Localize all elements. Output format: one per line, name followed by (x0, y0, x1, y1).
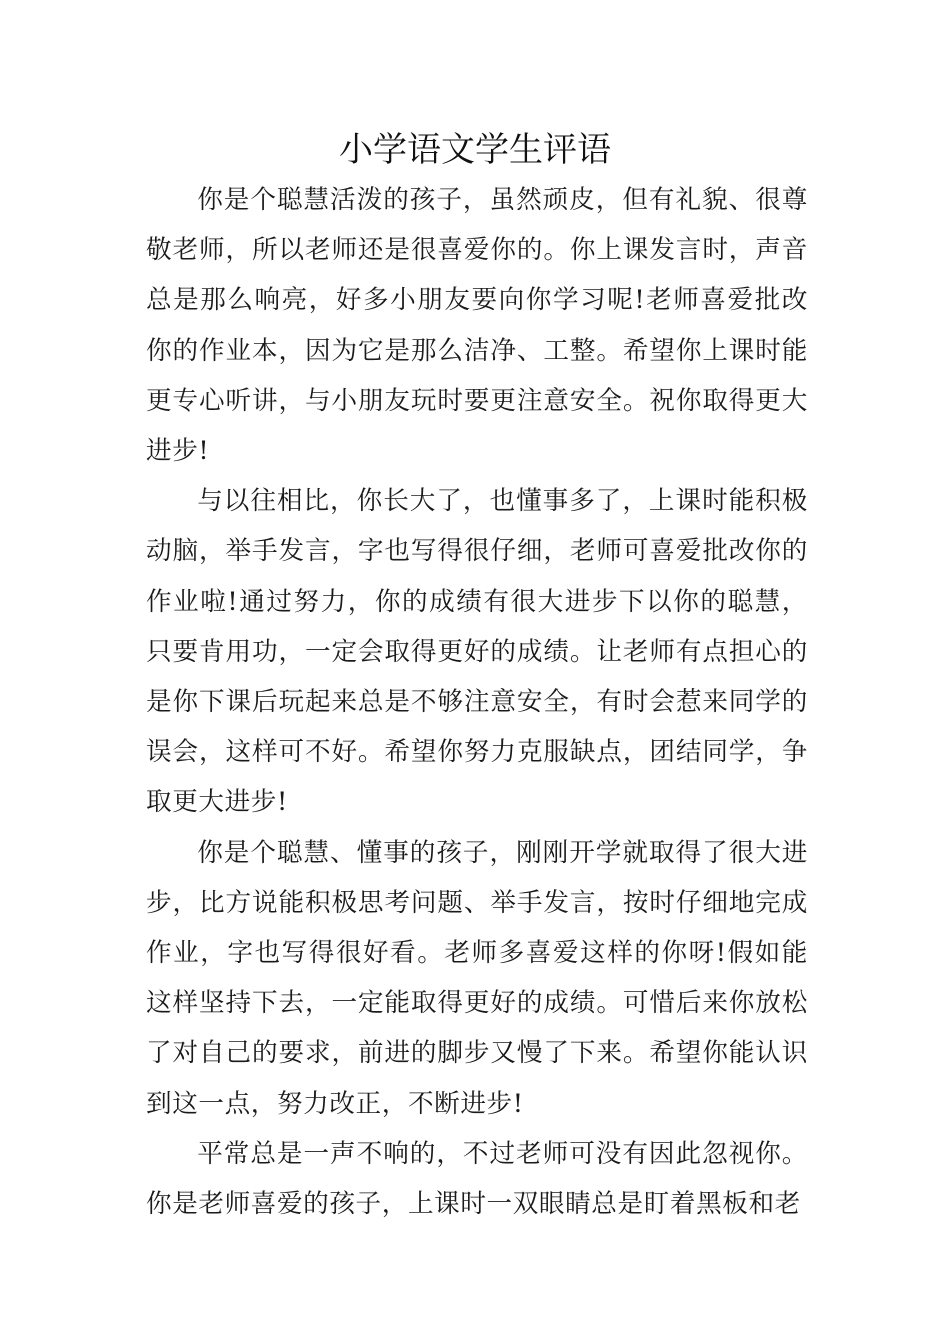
document-title: 小学语文学生评语 (339, 130, 611, 170)
document-body (146, 175, 808, 1229)
comment-paragraph-3: 你是个聪慧、懂事的孩子，刚刚开学就取得了很大进步，比方说能积极思考问题、举手发言，按时仔细地完成作业，字也写得很好看。老师多喜爱这样的你呀!假如能这样坚持下去，一定能取得更好的成绩。可惜后来你放松了对自己的要求，前进的脚步又慢了下来。希望你能认识到这一点，努力改正，不断进步! (146, 837, 808, 1119)
comment-paragraph-4: 平常总是一声不响的，不过老师可没有因此忽视你。你是老师喜爱的孩子，上课时一双眼睛总是盯着黑板和老 (146, 1138, 808, 1220)
comment-paragraph-1: 你是个聪慧活泼的孩子，虽然顽皮，但有礼貌、很尊敬老师，所以老师还是很喜爱你的。你上课发言时，声音总是那么响亮，好多小朋友要向你学习呢!老师喜爱批改你的作业本，因为它是那么洁净、工整。希望你上课时能更专心听讲，与小朋友玩时要更注意安全。祝你取得更大进步! (146, 185, 808, 467)
comment-paragraph-2: 与以往相比，你长大了，也懂事多了，上课时能积极动脑，举手发言，字也写得很仔细，老师可喜爱批改你的作业啦!通过努力，你的成绩有很大进步下以你的聪慧，只要肯用功，一定会取得更好的成绩。让老师有点担心的是你下课后玩起来总是不够注意安全，有时会惹来同学的误会，这样可不好。希望你努力克服缺点，团结同学，争取更大进步! (146, 486, 808, 818)
